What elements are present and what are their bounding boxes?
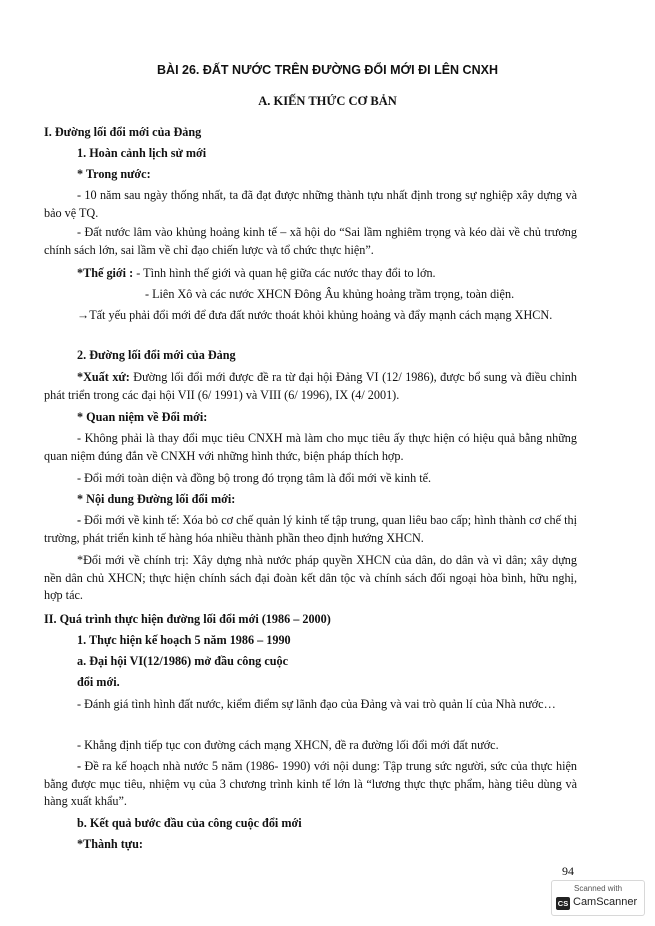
origin-text: Đường lối đổi mới được đề ra từ đại hội Đảng VI (12/ 1986), được bổ sung và điều chỉnh phát triển trong các đại hội VII (6/ 1991) và VIII (6/ 1996), IX (4/ 2001). [44,370,577,402]
plan-paragraph [44,758,577,811]
conclusion-paragraph: →Tất yếu phải đổi mới để đưa đất nước thoát khỏi khủng hoảng và đẩy mạnh cách mạng XHCN. [77,308,553,322]
domestic-heading: * Trong nước: [77,167,151,181]
paragraph: - Đất nước lâm vào khủng hoảng kinh tế – xã hội do “Sai lầm nghiêm trọng và kéo dài về chủ trương chính sách lớn, sai lầm về chỉ đạo chiến lược và tổ chức thực hiện”. [44,225,577,257]
section-2-heading: II. Quá trình thực hiện đường lối đổi mới (1986 – 2000) [44,612,331,626]
subsection-1-1-heading: 1. Hoàn cảnh lịch sử mới [77,146,207,160]
world-text: - Tình hình thế giới và quan hệ giữa các nước thay đổi to lớn. [133,266,436,280]
dash: - [77,513,85,527]
concept-heading: * Quan niệm về Đổi mới: [77,410,208,424]
subsection-1-2-heading: 2. Đường lối đổi mới của Đảng [77,348,236,362]
subsection-2-1b-heading: b. Kết quả bước đầu của công cuộc đổi mới [77,816,302,830]
plan-text: Đề ra kế hoạch nhà nước 5 năm (1986- 1990) với nội dung: Tập trung sức người, sức của thực hiện bằng được mục tiêu, nhiệm vụ của 3 chương trình kinh tế lớn là “lương thực thực phẩm, hàng tiêu dùng và hàng xuất khẩu”. [44,759,577,808]
section-1-heading: I. Đường lối đổi mới của Đảng [44,125,202,139]
content-heading: * Nội dung Đường lối đổi mới: [77,492,236,506]
world-situation-line-2: - Liên Xô và các nước XHCN Đông Âu khủng hoảng trầm trọng, toàn diện. [145,287,515,301]
paragraph: - Khẳng định tiếp tục con đường cách mạng XHCN, đề ra đường lối đổi mới đất nước. [77,738,499,752]
watermark-caption: Scanned with [573,884,623,893]
origin-paragraph [44,369,577,404]
subsection-2-1a-heading-cont: đổi mới. [77,675,120,689]
achievements-heading: *Thành tựu: [77,837,143,851]
section-a-heading: A. KIẾN THỨC CƠ BẢN [258,94,397,108]
watermark-brand: CamScanner [573,896,638,908]
dash: - [77,759,85,773]
camscanner-logo-icon: CS [557,899,569,908]
paragraph: - Không phải là thay đổi mục tiêu CNXH mà làm cho mục tiêu ấy thực hiện có hiệu quả bằng những quan niệm đúng đắn về CNXH với những hình thức, biện pháp thích hợp. [44,431,577,463]
world-label: *Thế giới : [77,266,134,280]
world-situation-line [77,265,577,283]
origin-label: *Xuất xứ: [77,370,130,384]
lesson-title: BÀI 26. ĐẤT NƯỚC TRÊN ĐƯỜNG ĐỔI MỚI ĐI LÊN CNXH [157,63,498,77]
paragraph: - Đánh giá tình hình đất nước, kiểm điểm sự lãnh đạo của Đảng và vai trò quản lí của Nhà nước… [77,697,556,711]
camscanner-watermark [551,880,645,916]
subsection-2-1a-heading: a. Đại hội VI(12/1986) mở đầu công cuộc [77,654,289,668]
political-reform-paragraph: *Đổi mới về chính trị: Xây dựng nhà nước pháp quyền XHCN của dân, do dân và vì dân; xây dựng nền dân chủ XHCN; thực hiện chính sách đại đoàn kết dân tộc và chính sách đối ngoại hòa bình, hữu nghị, hợp tác. [44,553,577,602]
economic-reform-text: Đổi mới về kinh tế: Xóa bỏ cơ chế quản lý kinh tế tập trung, quan liêu bao cấp; hình thành cơ chế thị trường, phát triển kinh tế hàng hóa nhiều thành phần theo định hướng XHCN. [44,513,577,545]
subsection-2-1-heading: 1. Thực hiện kế hoạch 5 năm 1986 – 1990 [77,633,291,647]
page-number: 94 [562,864,574,878]
paragraph: - 10 năm sau ngày thống nhất, ta đã đạt được những thành tựu nhất định trong sự nghiệp xây dựng và bảo vệ TQ. [44,188,577,220]
economic-reform-paragraph [44,512,577,547]
paragraph: - Đổi mới toàn diện và đồng bộ trong đó trọng tâm là đổi mới về kinh tế. [77,471,432,485]
